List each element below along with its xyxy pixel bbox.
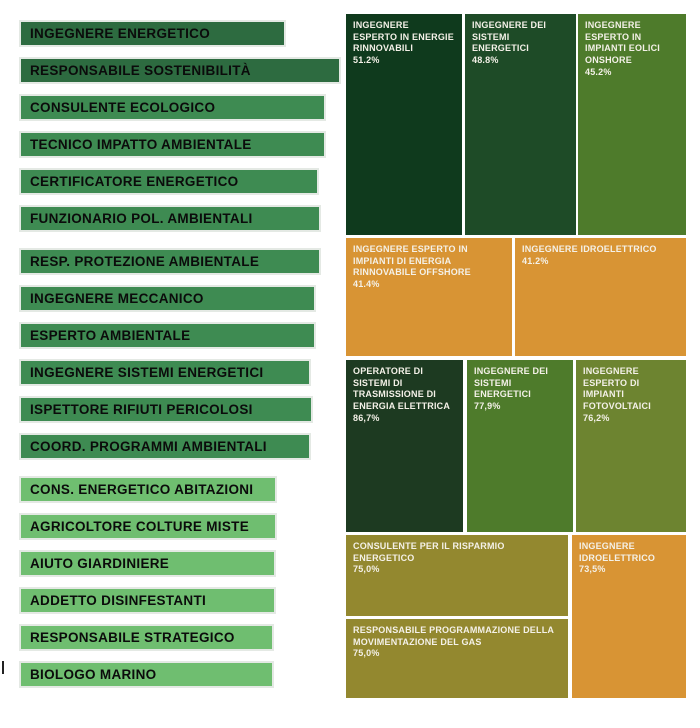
tile-value: 86,7% [353,412,380,423]
job-bar-label: CONS. ENERGETICO ABITAZIONI [30,482,254,497]
treemap-tile [572,535,686,698]
job-bar-label: INGEGNERE MECCANICO [30,291,204,306]
tile-label: INGEGNERE IDROELETTRICO [579,541,656,563]
job-bar-label: RESP. PROTEZIONE AMBIENTALE [30,254,260,269]
job-bar-label: ISPETTORE RIFIUTI PERICOLOSI [30,402,253,417]
job-bar [19,587,276,614]
job-bar-label: ESPERTO AMBIENTALE [30,328,191,343]
tile-value: 41.4% [353,279,380,290]
job-bar-label: RESPONSABILE STRATEGICO [30,630,235,645]
treemap-tile [346,619,568,698]
job-bar-label: RESPONSABILE SOSTENIBILITÀ [30,63,251,78]
tile-label: OPERATORE DI SISTEMI DI TRASMISSIONE DI ENERGIA ELETTRICA [353,366,451,412]
job-bar [19,661,274,688]
job-bar-label: COORD. PROGRAMMI AMBIENTALI [30,439,267,454]
job-bar-label: TECNICO IMPATTO AMBIENTALE [30,137,252,152]
job-bar-label: INGEGNERE ENERGETICO [30,26,211,41]
tile-label: INGEGNERE ESPERTO IN IMPIANTI DI ENERGIA RINNOVABILE OFFSHORE [353,244,471,278]
job-bar-label: AIUTO GIARDINIERE [30,556,170,571]
treemap-bottom [346,360,686,698]
tile-value: 76,2% [583,412,610,423]
tile-label: INGEGNERE DEI SISTEMI ENERGETICI [472,20,547,54]
job-bar-label: CONSULENTE ECOLOGICO [30,100,216,115]
job-bar [19,433,311,460]
treemap-tile [467,360,573,532]
tile-value: 73,5% [579,564,606,575]
job-bar [19,513,277,540]
tile-value: 75,0% [353,648,380,659]
tile-value: 45.2% [585,66,612,77]
treemap-tile [515,238,686,356]
job-bar [19,205,321,232]
tile-label: INGEGNERE ESPERTO DI IMPIANTI FOTOVOLTAICI [583,366,651,412]
job-bar-label: BIOLOGO MARINO [30,667,157,682]
tile-label: INGEGNERE DEI SISTEMI ENERGETICI [474,366,549,400]
tile-value: 75,0% [353,564,380,575]
tile-label: INGEGNERE ESPERTO IN IMPIANTI EOLICI ONSHORE [585,20,660,66]
job-bar [19,322,316,349]
tile-label: CONSULENTE PER IL RISPARMIO ENERGETICO [353,541,505,563]
treemap-tile [576,360,686,532]
job-bar [19,476,277,503]
job-bar-list [19,20,339,698]
job-bar-label: FUNZIONARIO POL. AMBIENTALI [30,211,253,226]
tile-label: INGEGNERE IDROELETTRICO [522,244,657,254]
tile-value: 77,9% [474,401,501,412]
job-bar [19,550,276,577]
treemap-tile [465,14,576,235]
job-bar [19,94,326,121]
job-bar-label: ADDETTO DISINFESTANTI [30,593,207,608]
job-bar [19,131,326,158]
job-bar [19,624,274,651]
treemap-tile [346,535,568,616]
job-bar-label: CERTIFICATORE ENERGETICO [30,174,239,189]
tile-value: 48.8% [472,55,499,66]
job-bar [19,57,341,84]
treemap-tile [578,14,686,235]
job-bar-label: INGEGNERE SISTEMI ENERGETICI [30,365,264,380]
tile-label: INGEGNERE ESPERTO IN ENERGIE RINNOVABILI [353,20,454,54]
job-bar-label: AGRICOLTORE COLTURE MISTE [30,519,249,534]
treemap-tile [346,14,462,235]
tile-value: 41.2% [522,255,549,266]
job-bar [19,359,311,386]
tile-value: 51.2% [353,55,380,66]
tile-label: RESPONSABILE PROGRAMMAZIONE DELLA MOVIMENTAZIONE DEL GAS [353,625,554,647]
job-bar [19,168,319,195]
job-bar [19,20,286,47]
job-bar [19,396,313,423]
treemap-tile [346,238,512,356]
job-bar [19,248,321,275]
stray-mark [2,661,4,674]
treemap-top [346,14,686,356]
treemap-tile [346,360,463,532]
job-bar [19,285,316,312]
